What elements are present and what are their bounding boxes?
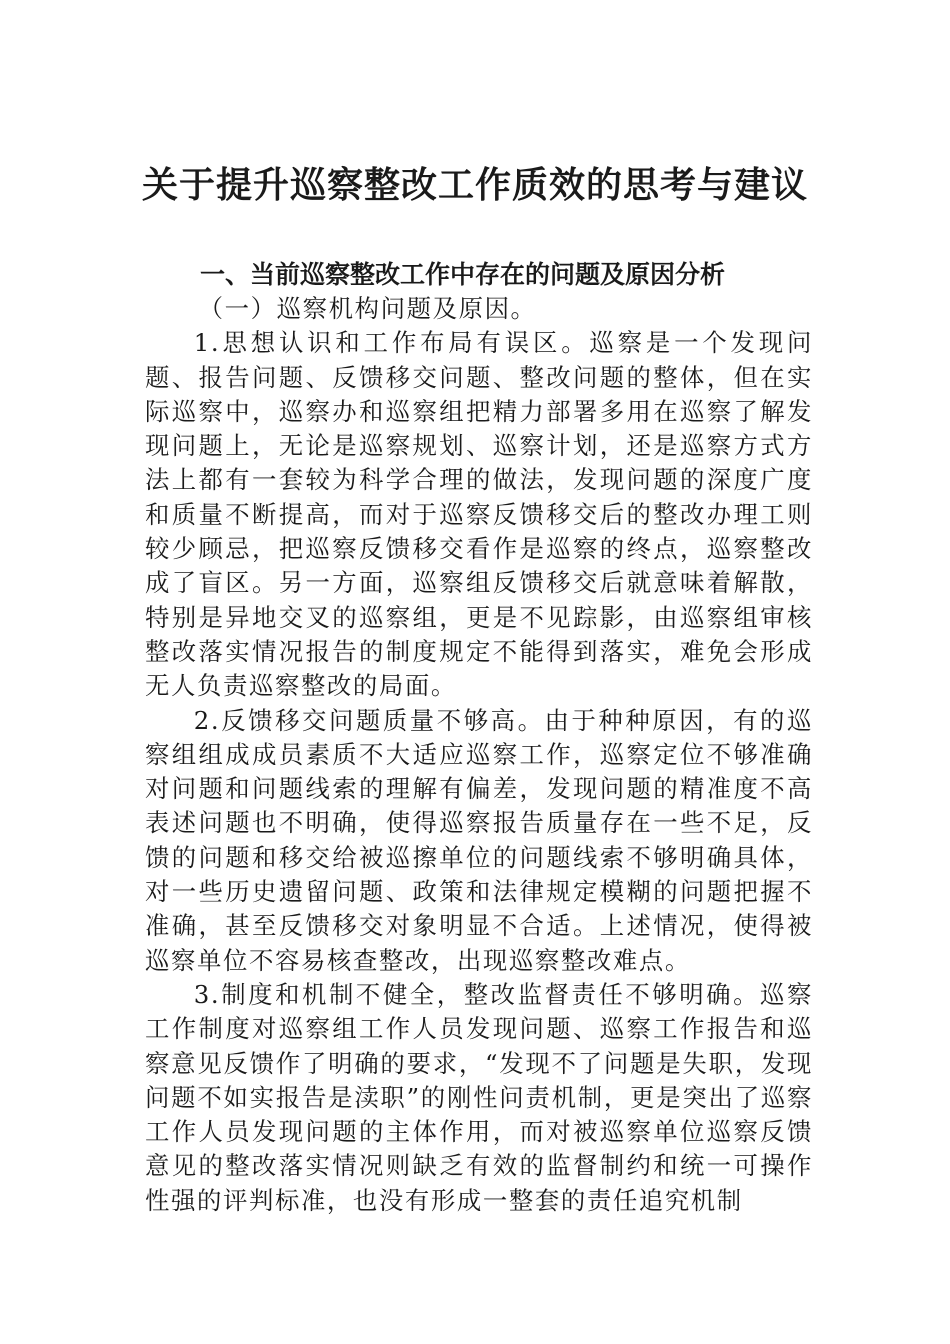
paragraph-1: 1.思想认识和工作布局有误区。巡察是一个发现问题、报告问题、反馈移交问题、整改问题的整体，但在实际巡察中，巡察办和巡察组把精力部署多用在巡察了解发现问题上，无论是巡察规划、巡察计划，还是巡察方式方法上都有一套较为科学合理的做法，发现问题的深度广度和质量不断提高，而对于巡察反馈移交后的整改办理工则较少顾忌，把巡察反馈移交看作是巡察的终点，巡察整改成了盲区。另一方面，巡察组反馈移交后就意味着解散，特别是异地交叉的巡察组，更是不见踪影，由巡察组审核整改落实情况报告的制度规定不能得到落实，难免会形成无人负责巡察整改的局面。 (145, 328, 813, 701)
section-heading: 一、当前巡察整改工作中存在的问题及原因分析 (200, 260, 726, 289)
document-title: 关于提升巡察整改工作质效的思考与建议 (141, 164, 808, 206)
document-body (145, 292, 813, 1218)
subsection-heading: （一）巡察机构问题及原因。 (198, 294, 537, 323)
paragraph-3: 3.制度和机制不健全，整改监督责任不够明确。巡察工作制度对巡察组工作人员发现问题、巡察工作报告和巡察意见反馈作了明确的要求，“发现不了问题是失职，发现问题不如实报告是渎职”的刚性问责机制，更是突出了巡察工作人员发现问题的主体作用，而对被巡察单位巡察反馈意见的整改落实情况则缺乏有效的监督制约和统一可操作性强的评判标准，也没有形成一整套的责任追究机制 (145, 979, 813, 1215)
paragraph-2: 2.反馈移交问题质量不够高。由于种种原因，有的巡察组组成成员素质不大适应巡察工作，巡察定位不够准确对问题和问题线索的理解有偏差，发现问题的精准度不高表述问题也不明确，使得巡察报告质量存在一些不足，反馈的问题和移交给被巡擦单位的问题线索不够明确具体，对一些历史遗留问题、政策和法律规定模糊的问题把握不准确，甚至反馈移交对象明显不合适。上述情况，使得被巡察单位不容易核查整改，出现巡察整改难点。 (145, 705, 813, 975)
